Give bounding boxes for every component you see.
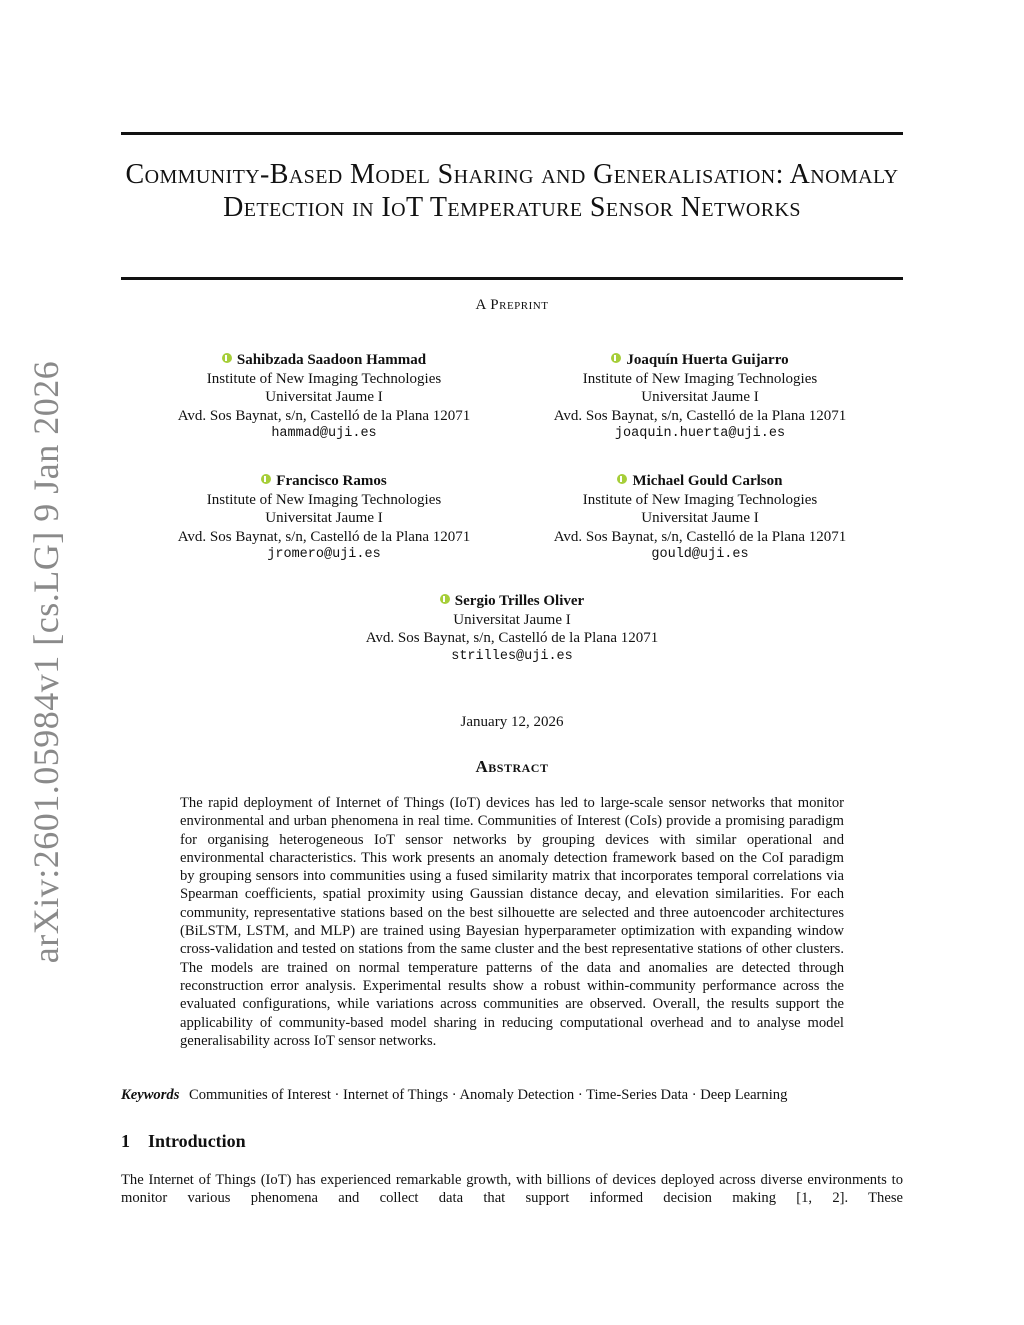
- keywords-line: [121, 1086, 903, 1104]
- author-email[interactable]: hammad@uji.es: [271, 426, 377, 441]
- author-institute: Institute of New Imaging Technologies: [206, 491, 442, 508]
- author-institute: Institute of New Imaging Technologies: [582, 491, 818, 508]
- preprint-label: A Preprint: [475, 297, 549, 313]
- orcid-icon[interactable]: [617, 474, 627, 484]
- author-name: Sahibzada Saadoon Hammad: [114, 351, 534, 370]
- author-block: [490, 472, 910, 565]
- author-email[interactable]: gould@uji.es: [651, 547, 749, 562]
- keywords-text: Communities of Interest · Internet of Things · Anomaly Detection · Time-Series Data · Deep Learning: [189, 1087, 788, 1103]
- author-email[interactable]: strilles@uji.es: [451, 648, 573, 664]
- orcid-icon[interactable]: [222, 353, 232, 363]
- author-institute: Institute of New Imaging Technologies: [206, 370, 442, 387]
- orcid-icon[interactable]: [611, 353, 621, 363]
- author-name: Joaquín Huerta Guijarro: [490, 351, 910, 370]
- section-heading: [121, 1131, 246, 1152]
- section-title: Introduction: [148, 1131, 246, 1151]
- abstract-text: The rapid deployment of Internet of Things (IoT) devices has led to large-scale sensor networks that monitor environmental and urban phenomena in real time. Communities of Interest (CoIs) provide a promising paradigm for organising heterogeneous IoT sensor networks by grouping devices with similar operational and environmental characteristics. This work presents an anomaly detection framework based on the CoI paradigm by grouping sensors into communities using a fused similarity matrix that incorporates temporal correlations via Spearman coefficients, spatial proximity using Gaussian distance decay, and elevation similarities. For each community, representative stations based on the best silhouette are selected and three autoencoder architectures (BiLSTM, LSTM, and MLP) are trained using Bayesian hyperparameter optimization with expanding window cross-validation and tested on stations from the same cluster and the best representative stations of other clusters. The models are trained on normal temperature patterns of the data and anomalies are detected through reconstruction error analysis. Experimental results show a robust within-community performance across the evaluated configurations, while variations across communities are observed. Overall, the results support the applicability of community-based model sharing in reducing computational overhead and to analyse model generalisability across IoT sensor networks.: [180, 795, 844, 1049]
- abstract-heading: Abstract: [475, 757, 549, 776]
- author-block: [490, 351, 910, 444]
- author-address: Avd. Sos Baynat, s/n, Castelló de la Plana 12071: [177, 407, 471, 424]
- author-address: Avd. Sos Baynat, s/n, Castelló de la Plana 12071: [365, 630, 659, 646]
- keywords-label: Keywords: [121, 1087, 180, 1103]
- publication-date: January 12, 2026: [460, 714, 564, 730]
- orcid-icon[interactable]: [440, 594, 450, 604]
- section-number: 1: [121, 1131, 130, 1151]
- author-block: [302, 592, 722, 666]
- author-name: Francisco Ramos: [114, 472, 534, 491]
- author-email[interactable]: joaquin.huerta@uji.es: [614, 426, 786, 441]
- author-address: Avd. Sos Baynat, s/n, Castelló de la Plana 12071: [553, 407, 847, 424]
- author-university: Universitat Jaume I: [641, 389, 759, 405]
- author-block: [114, 472, 534, 565]
- arxiv-identifier-stamp: arXiv:2601.05984v1 [cs.LG] 9 Jan 2026: [26, 360, 66, 964]
- author-institute: Institute of New Imaging Technologies: [582, 370, 818, 387]
- orcid-icon[interactable]: [261, 474, 271, 484]
- author-email[interactable]: jromero@uji.es: [267, 547, 381, 562]
- author-address: Avd. Sos Baynat, s/n, Castelló de la Plana 12071: [553, 528, 847, 545]
- introduction-text: The Internet of Things (IoT) has experienced remarkable growth, with billions of devices deployed across diverse environments to monitor various phenomena and collect data that support informed decision making [1, 2]. These: [121, 1172, 903, 1207]
- author-block: [114, 351, 534, 444]
- title-rule-top: [121, 132, 903, 135]
- author-university: Universitat Jaume I: [265, 389, 383, 405]
- author-university: Universitat Jaume I: [641, 510, 759, 526]
- author-name: Sergio Trilles Oliver: [302, 592, 722, 611]
- paper-title: Community-Based Model Sharing and Generalisation: Anomaly Detection in IoT Temperature Sensor Networks: [125, 159, 899, 223]
- author-university: Universitat Jaume I: [265, 510, 383, 526]
- author-name: Michael Gould Carlson: [490, 472, 910, 491]
- author-university: Universitat Jaume I: [453, 611, 571, 628]
- title-rule-bottom: [121, 277, 903, 280]
- author-address: Avd. Sos Baynat, s/n, Castelló de la Plana 12071: [177, 528, 471, 545]
